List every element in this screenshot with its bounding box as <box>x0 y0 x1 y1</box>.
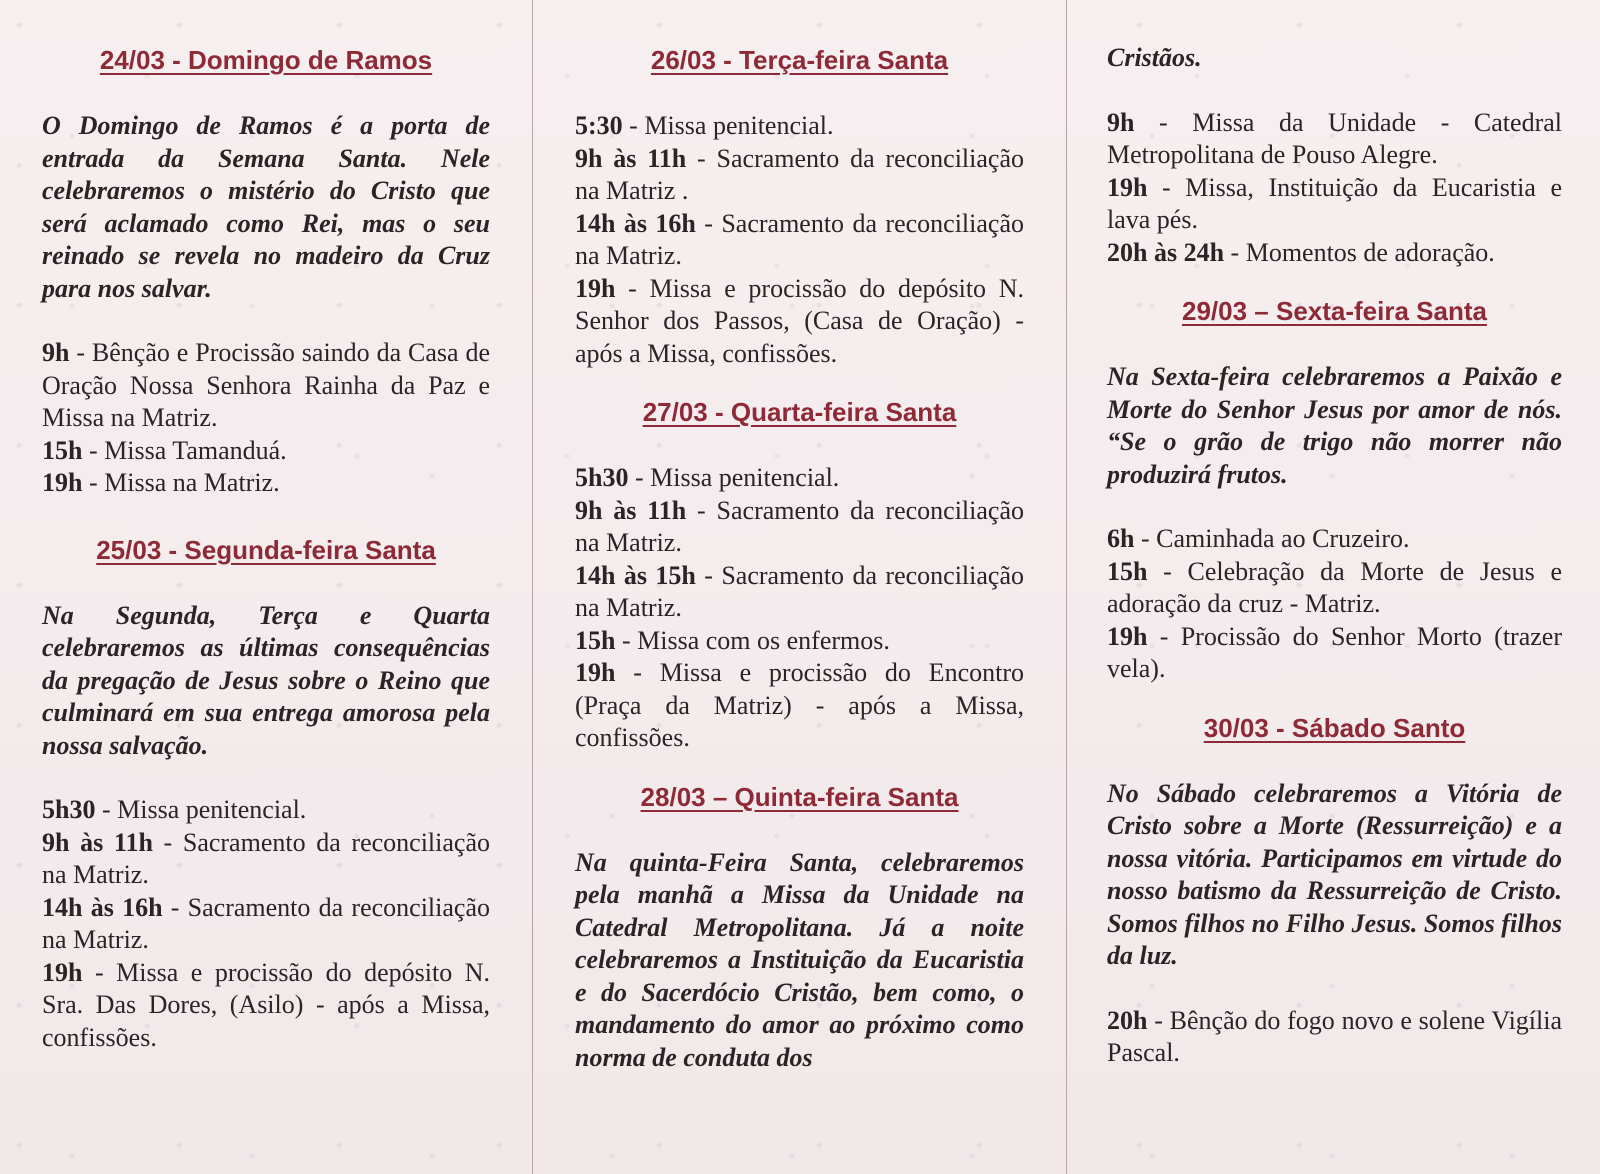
day-heading: 26/03 - Terça-feira Santa <box>650 45 949 75</box>
schedule-item <box>42 892 490 957</box>
schedule-text: - Missa, Instituição da Eucaristia e lava pés. <box>1107 172 1562 234</box>
schedule-item <box>1107 172 1562 237</box>
schedule-text: - Missa penitencial. <box>95 795 307 824</box>
schedule-time: 19h <box>42 957 83 987</box>
schedule-text: - Missa Tamanduá. <box>82 435 287 465</box>
schedule-item <box>575 657 1024 755</box>
day-intro: Na quinta-Feira Santa, celebraremos pela manhã a Missa da Unidade na Catedral Metropolitana. Já a noite celebraremos a Instituição da Eucaristia e do Sacerdócio Cristão, bem como, o mandamento do amor ao próximo como norma de conduta dos <box>575 847 1024 1072</box>
day-heading: 24/03 - Domingo de Ramos <box>99 45 433 75</box>
schedule-time: 5:30 <box>575 111 623 140</box>
day-heading: 25/03 - Segunda-feira Santa <box>96 534 436 565</box>
schedule-item <box>1107 237 1562 270</box>
schedule-item <box>1107 556 1562 621</box>
schedule-text: - Missa e procissão do Encontro (Praça da Matriz) - após a Missa, confissões. <box>575 658 1024 752</box>
schedule-item <box>42 467 490 500</box>
schedule-text: - Bênção do fogo novo e solene Vigília Pascal. <box>1107 1005 1562 1067</box>
schedule-time: 15h <box>575 625 616 655</box>
schedule-item <box>42 337 490 435</box>
schedule-time: 5h30 <box>575 463 629 492</box>
schedule-time: 9h <box>1107 107 1135 137</box>
schedule-text: - Sacramento da reconciliação na Matriz. <box>42 892 490 954</box>
schedule-time: 19h <box>1107 621 1148 651</box>
schedule-text: - Missa na Matriz. <box>82 468 280 497</box>
schedule-item <box>42 435 490 468</box>
schedule-text: - Missa da Unidade - Catedral Metropolitana de Pouso Alegre. <box>1107 107 1562 169</box>
schedule-time: 14h às 15h <box>575 560 696 590</box>
schedule-item <box>575 143 1024 208</box>
schedule-item <box>1107 107 1562 172</box>
schedule-item <box>42 957 490 1055</box>
day-intro-continued: Cristãos. <box>1107 43 1202 72</box>
column-3 <box>1067 0 1600 1174</box>
schedule-item <box>42 794 490 827</box>
schedule-time: 15h <box>42 435 83 465</box>
schedule-item <box>575 273 1024 371</box>
schedule-text: - Celebração da Morte de Jesus e adoração da cruz - Matriz. <box>1107 556 1562 618</box>
schedule-item <box>575 625 1024 658</box>
day-heading: 29/03 – Sexta-feira Santa <box>1182 296 1487 326</box>
schedule-time: 9h às 11h <box>575 143 687 173</box>
schedule-text: - Missa penitencial. <box>622 111 834 140</box>
day-intro: Na Segunda, Terça e Quarta celebraremos as últimas consequências da pregação de Jesus sobre o Reino que culminará em sua entrega amorosa pela nossa salvação. <box>42 600 490 760</box>
schedule-text: - Sacramento da reconciliação na Matriz . <box>575 143 1024 205</box>
schedule-item <box>575 495 1024 560</box>
schedule-time: 20h às 24h <box>1107 237 1225 267</box>
day-intro: O Domingo de Ramos é a porta de entrada da Semana Santa. Nele celebraremos o mistério do Cristo que será aclamado como Rei, mas o seu reinado se revela no madeiro da Cruz para nos salvar. <box>42 111 490 303</box>
schedule-time: 5h30 <box>42 795 96 824</box>
schedule-text: - Sacramento da reconciliação na Matriz. <box>575 495 1024 557</box>
schedule-item <box>1107 621 1562 686</box>
schedule-item <box>1107 1005 1562 1070</box>
schedule-time: 14h às 16h <box>42 892 163 922</box>
schedule-time: 15h <box>1107 556 1148 586</box>
schedule-time: 9h <box>42 338 70 367</box>
schedule-text: - Sacramento da reconciliação na Matriz. <box>575 560 1024 622</box>
day-heading: 28/03 – Quinta-feira Santa <box>640 781 959 812</box>
schedule-time: 19h <box>1107 172 1148 202</box>
column-1 <box>0 0 532 1174</box>
schedule-text: - Procissão do Senhor Morto (trazer vela). <box>1107 621 1562 683</box>
schedule-item <box>1107 523 1562 556</box>
day-intro: Na Sexta-feira celebraremos a Paixão e Morte do Senhor Jesus por amor de nós. “Se o grão de trigo não morrer não produzirá frutos. <box>1107 362 1562 489</box>
day-heading: 27/03 - Quarta-feira Santa <box>642 397 957 427</box>
schedule-text: - Momentos de adoração. <box>1224 237 1495 267</box>
schedule-time: 19h <box>575 658 616 687</box>
schedule-time: 9h às 11h <box>575 495 687 525</box>
schedule-time: 19h <box>42 468 83 497</box>
schedule-text: - Bênção e Procissão saindo da Casa de Oração Nossa Senhora Rainha da Paz e Missa na Matriz. <box>42 338 490 432</box>
schedule-text: - Caminhada ao Cruzeiro. <box>1134 524 1410 553</box>
schedule-item <box>575 462 1024 495</box>
schedule-time: 14h às 16h <box>575 208 696 238</box>
schedule-time: 20h <box>1107 1005 1148 1035</box>
column-2 <box>533 0 1066 1174</box>
day-intro: No Sábado celebraremos a Vitória de Cristo sobre a Morte (Ressurreição) e a nossa vitória. Participamos em virtude do nosso batismo da Ressurreição de Cristo. Somos filhos no Filho Jesus. Somos filhos da luz. <box>1107 778 1562 970</box>
schedule-text: - Missa e procissão do depósito N. Senhor dos Passos, (Casa de Oração) - após a Missa, confissões. <box>575 273 1024 368</box>
schedule-item <box>575 110 1024 143</box>
schedule-item <box>575 208 1024 273</box>
schedule-text: - Missa e procissão do depósito N. Sra. Das Dores, (Asilo) - após a Missa, confissões. <box>42 957 490 1052</box>
schedule-time: 6h <box>1107 524 1135 553</box>
schedule-item <box>42 827 490 892</box>
schedule-text: - Missa com os enfermos. <box>615 625 890 655</box>
schedule-item <box>575 560 1024 625</box>
schedule-text: - Missa penitencial. <box>628 463 840 492</box>
day-heading: 30/03 - Sábado Santo <box>1203 712 1466 743</box>
schedule-text: - Sacramento da reconciliação na Matriz. <box>575 208 1024 270</box>
schedule-text: - Sacramento da reconciliação na Matriz. <box>42 827 490 889</box>
schedule-time: 9h às 11h <box>42 827 153 857</box>
schedule-time: 19h <box>575 273 616 303</box>
